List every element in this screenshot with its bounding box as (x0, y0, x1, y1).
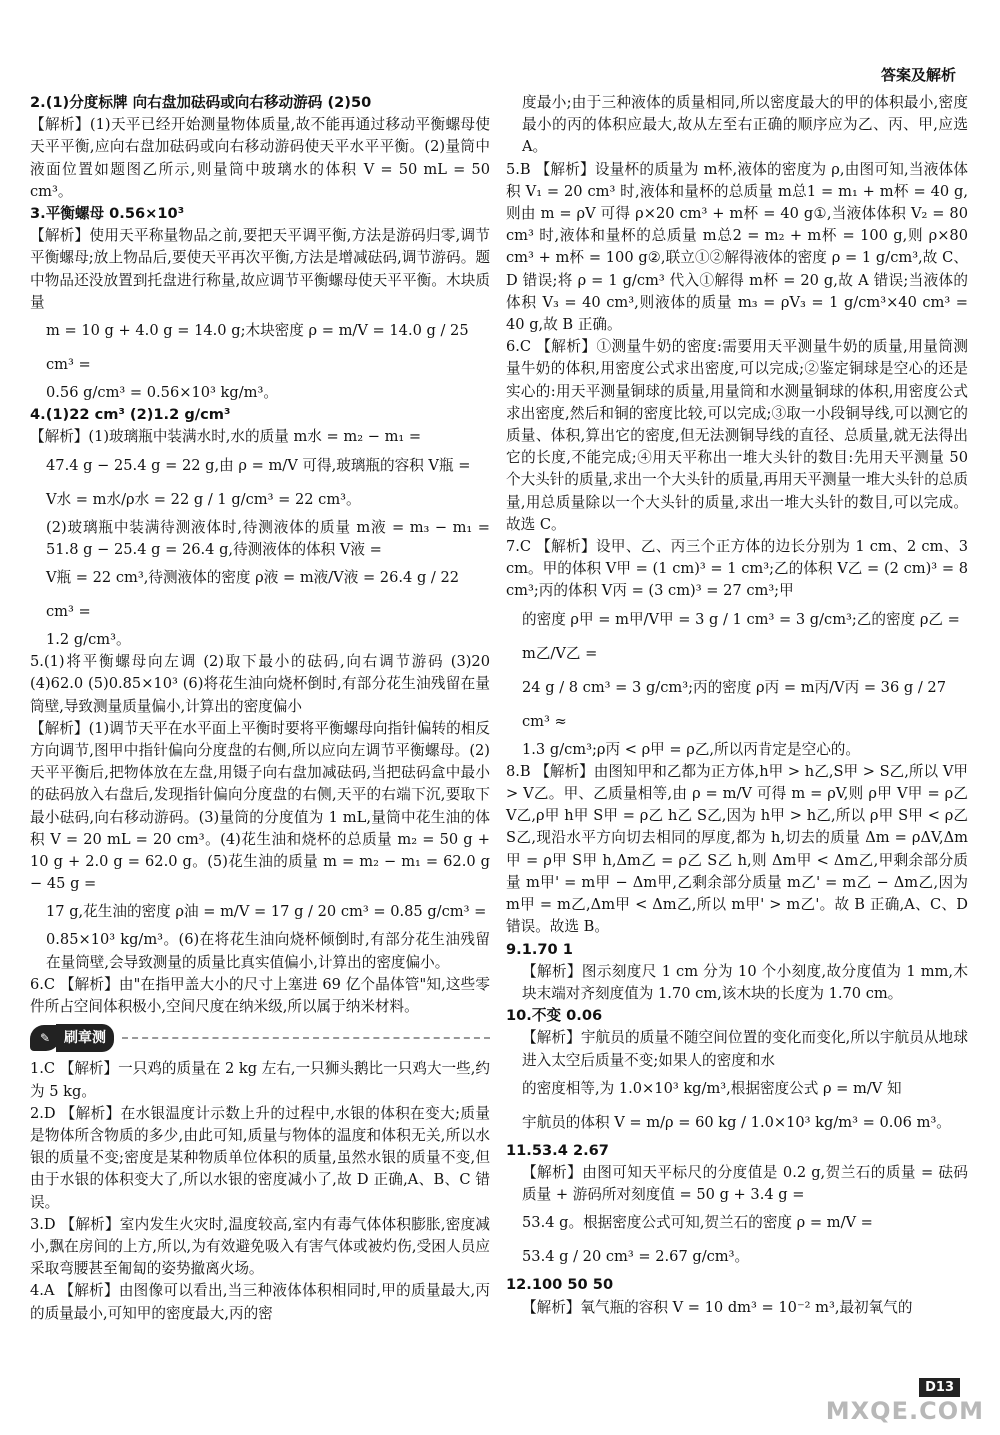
formula-11a: 53.4 g。根据密度公式可知,贺兰石的密度 ρ = m/V = (522, 1214, 873, 1232)
formula-4c: V瓶 = 22 cm³,待测液体的密度 ρ液 = m液/V液 = 26.4 g / 22 cm³ = (46, 569, 460, 621)
right-column (506, 92, 968, 1319)
formula-4d: 1.2 g/cm³。 (46, 631, 131, 649)
answer-4: 4.(1)22 cm³ (2)1.2 g/cm³ (30, 406, 231, 424)
chapter-answer-7: 7.C 【解析】设甲、乙、丙三个正方体的边长分别为 1 cm、2 cm、3 cm。甲的体积 V甲 = (1 cm)³ = 1 cm³;乙的体积 V乙 = (2 cm)³ = 8 cm³;丙的体积 V丙 = (3 cm)³ = 27 cm³;甲 (506, 538, 968, 600)
analysis-4b: (2)玻璃瓶中装满待测液体时,待测液体的质量 m液 = m₃ − m₁ = 51.8 g − 25.4 g = 26.4 g,待测液体的体积 V液 = (46, 518, 490, 558)
formula-7a: 的密度 ρ甲 = m甲/V甲 = 3 g / 1 cm³ = 3 g/cm³;乙的密度 ρ乙 = m乙/V乙 = (522, 610, 960, 662)
chapter-answer-4-cont: 度最小;由于三种液体的质量相同,所以密度最大的甲的体积最小,密度最小的丙的体积应最大,故从左至右正确的顺序应为乙、丙、甲,应选 A。 (522, 94, 968, 156)
analysis-5: 【解析】(1)调节天平在水平面上平衡时要将平衡螺母向指针偏转的相反方向调节,图甲中指针偏向分度盘的右侧,所以应向左调节平衡螺母。(2)天平平衡后,把物体放在左盘,用镊子向右盘加减砝码,当把砝码盒中最小的砝码放入右盘后,发现指针偏向分度盘的右侧,天平的右端下沉,要取下最小砝码,向右移动游码。(3)量筒的分度值为 1 mL,量筒中花生油的体积 V = 20 mL = 20 cm³。(4)花生油和烧杯的总质量 m₂ = 50 g + 10 g + 2.0 g = 62.0 g。(5)花生油的质量 m = m₂ − m₁ = 62.0 g − 45 g = (30, 719, 490, 893)
chapter-answer-5: 5.B 【解析】设量杯的质量为 m杯,液体的密度为 ρ,由图可知,当液体体积 V₁ = 20 cm³ 时,液体和量杯的总质量 m总1 = m₁ + m杯 = 40 g,则由 m = ρV 可得 ρ×20 cm³ + m杯 = 40 g①,当液体体积 V₂ = 80 cm³ 时,液体和量杯的总质量 m总2 = m₂ + m杯 = 100 g,则 ρ×80 cm³ + m杯 = 100 g②,联立①②解得液体的密度 ρ = 1 g/cm³,故 C、D 错误;将 ρ = 1 g/cm³ 代入①解得 m杯 = 20 g,故 A 错误;当液体的体积 V₃ = 40 cm³,则液体的质量 m₃ = ρV₃ = 1 g/cm³×40 cm³ = 40 g,故 B 正确。 (506, 160, 968, 334)
chapter-answer-6: 6.C 【解析】①测量牛奶的密度:需要用天平测量牛奶的质量,用量筒测量牛奶的体积,用密度公式求出密度,可以完成;②鉴定铜球是空心的还是实心的:用天平测量铜球的质量,用量筒和水测量铜球的体积,用密度公式求出密度,然后和铜的密度比较,可以完成;③取一小段铜导线,可以测它的质量、体积,算出它的密度,但无法测铜导线的直径、总质量,就无法得出它的长度,不能完成;④用天平称出一堆大头针的数目:先用天平测量 50 个大头针的质量,求出一个大头针的质量,再用天平测量一堆大头针的总质量,用总质量除以一个大头针的质量,求出一堆大头针的数目,可以完成。故选 C。 (506, 338, 968, 533)
formula-3b: 0.56 g/cm³ = 0.56×10³ kg/m³。 (46, 384, 278, 402)
chapter-answer-1: 1.C 【解析】一只鸡的质量在 2 kg 左右,一只狮头鹅比一只鸡大一些,约为 5 kg。 (30, 1060, 490, 1100)
section-header (30, 1024, 490, 1052)
chapter-answer-9: 9.1.70 1 (506, 940, 573, 958)
section-divider (122, 1037, 490, 1039)
pen-icon: ✎ (30, 1025, 60, 1051)
answer-2: 2.(1)分度标牌 向右盘加砝码或向右移动游码 (2)50 (30, 94, 372, 111)
analysis-3: 【解析】使用天平称量物品之前,要把天平调平衡,方法是游码归零,调节平衡螺母;放上物品后,要使天平再次平衡,方法是增减砝码,调节游码。题中物品还没放置到托盘进行称量,故应调节平衡螺母使天平平衡。木块质量 (30, 227, 490, 311)
analysis-12: 【解析】氧气瓶的容积 V = 10 dm³ = 10⁻² m³,最初氧气的 (522, 1298, 913, 1316)
chapter-answer-10: 10.不变 0.06 (506, 1007, 603, 1025)
chapter-answer-4: 4.A 【解析】由图像可以看出,当三种液体体积相同时,甲的质量最大,丙的质量最小,可知甲的密度最大,丙的密 (30, 1282, 490, 1322)
formula-7c: 1.3 g/cm³;ρ丙 < ρ甲 = ρ乙,所以丙肯定是空心的。 (522, 740, 860, 758)
formula-7b: 24 g / 8 cm³ = 3 g/cm³;丙的密度 ρ丙 = m丙/V丙 = 36 g / 27 cm³ ≈ (522, 678, 946, 730)
formula-10a: 的密度相等,为 1.0×10³ kg/m³,根据密度公式 ρ = m/V 知 (522, 1079, 902, 1097)
formula-3a: m = 10 g + 4.0 g = 14.0 g;木块密度 ρ = m/V = 14.0 g / 25 cm³ = (46, 322, 469, 374)
answer-6: 6.C 【解析】由"在指甲盖大小的尺寸上塞进 69 亿个晶体管"知,这些零件所占空间体积极小,空间尺度在纳米级,所以属于纳米材料。 (30, 975, 490, 1016)
header-title: 答案及解析 (880, 66, 956, 84)
chapter-answer-12: 12.100 50 50 (506, 1276, 614, 1294)
analysis-10: 【解析】宇航员的质量不随空间位置的变化而变化,所以宇航员从地球进入太空后质量不变;如果人的密度和水 (522, 1029, 968, 1069)
formula-4a: 47.4 g − 25.4 g = 22 g,由 ρ = m/V 可得,玻璃瓶的容积 V瓶 = (46, 456, 471, 474)
analysis-11: 【解析】由图可知天平标尺的分度值是 0.2 g,贺兰石的质量 = 砝码质量 + 游码所对刻度值 = 50 g + 3.4 g = (522, 1163, 968, 1204)
formula-11b: 53.4 g / 20 cm³ = 2.67 g/cm³。 (522, 1248, 750, 1266)
chapter-answer-3: 3.D 【解析】室内发生火灾时,温度较高,室内有毒气体体积膨胀,密度减小,飘在房间的上方,所以,为有效避免吸入有害气体或被灼伤,受困人员应采取弯腰甚至匍匐的姿势撤离火场。 (30, 1215, 490, 1278)
formula-4b: V水 = m水/ρ水 = 22 g / 1 g/cm³ = 22 cm³。 (46, 490, 361, 508)
formula-5a: 17 g,花生油的密度 ρ油 = m/V = 17 g / 20 cm³ = 0.85 g/cm³ = (46, 903, 487, 921)
chapter-answer-8: 8.B 【解析】由图知甲和乙都为正方体,h甲 > h乙,S甲 > S乙,所以 V甲 > V乙。甲、乙质量相等,由 ρ = m/V 可得 m = ρV,则 ρ甲 V甲 = ρ乙 V乙,ρ甲 h甲 S甲 = ρ乙 h乙 S乙,因为 h甲 > h乙,所以 ρ甲 S甲 < ρ乙 S乙,现沿水平方向切去相同的厚度,都为 h,切去的质量 Δm = ρΔV,Δm甲 = ρ甲 S甲 h,Δm乙 = ρ乙 S乙 h,则 Δm甲 < Δm乙,甲剩余部分质量 m甲' = m甲 − Δm甲,乙剩余部分质量 m乙' = m乙 − Δm乙,因为 m甲 = m乙,Δm甲 < Δm乙,所以 m甲' > m乙'。故 B 正确,A、C、D 错误。故选 B。 (506, 762, 968, 936)
section-label: 刷章测 (56, 1024, 114, 1052)
answer-3: 3.平衡螺母 0.56×10³ (30, 205, 185, 223)
analysis-9: 【解析】图示刻度尺 1 cm 分为 10 个小刻度,故分度值为 1 mm,木块末端对齐刻度值为 1.70 cm,该木块的长度为 1.70 cm。 (522, 962, 968, 1002)
analysis-2: 【解析】(1)天平已经开始测量物体质量,故不能再通过移动平衡螺母使天平平衡,应向右盘加砝码或向右移动游码使天平水平平衡。(2)量筒中液面位置如题图乙所示,则量筒中玻璃水的体积 V = 50 mL = 50 cm³。 (30, 116, 490, 200)
page-number: D13 (919, 1378, 960, 1397)
analysis-4: 【解析】(1)玻璃瓶中装满水时,水的质量 m水 = m₂ − m₁ = (30, 428, 422, 446)
formula-10b: 宇航员的体积 V = m/ρ = 60 kg / 1.0×10³ kg/m³ = 0.06 m³。 (522, 1113, 951, 1131)
chapter-answer-11: 11.53.4 2.67 (506, 1141, 609, 1159)
analysis-5b: 0.85×10³ kg/m³。(6)在将花生油向烧杯倾倒时,有部分花生油残留在量筒壁,会导致测量的质量比真实值偏小,计算出的密度偏小。 (46, 931, 490, 971)
left-column (30, 92, 490, 1325)
chapter-answer-2: 2.D 【解析】在水银温度计示数上升的过程中,水银的体积在变大;质量是物体所含物质的多少,由此可知,质量与物体的温度和体积无关,所以水银的质量不变;密度是某种物质单位体积的质量,虽然水银的质量不变,但由于水银的体积变大了,所以水银的密度减小了,故 D 正确,A、B、C 错误。 (30, 1104, 490, 1211)
watermark: MXQE.COM (825, 1397, 984, 1425)
answer-5: 5.(1)将平衡螺母向左调 (2)取下最小的砝码,向右调节游码 (3)20 (4)62.0 (5)0.85×10³ (6)将花生油向烧杯倒时,有部分花生油残留在量筒壁,导致测量质量偏小,计算出的密度偏小 (30, 653, 490, 715)
